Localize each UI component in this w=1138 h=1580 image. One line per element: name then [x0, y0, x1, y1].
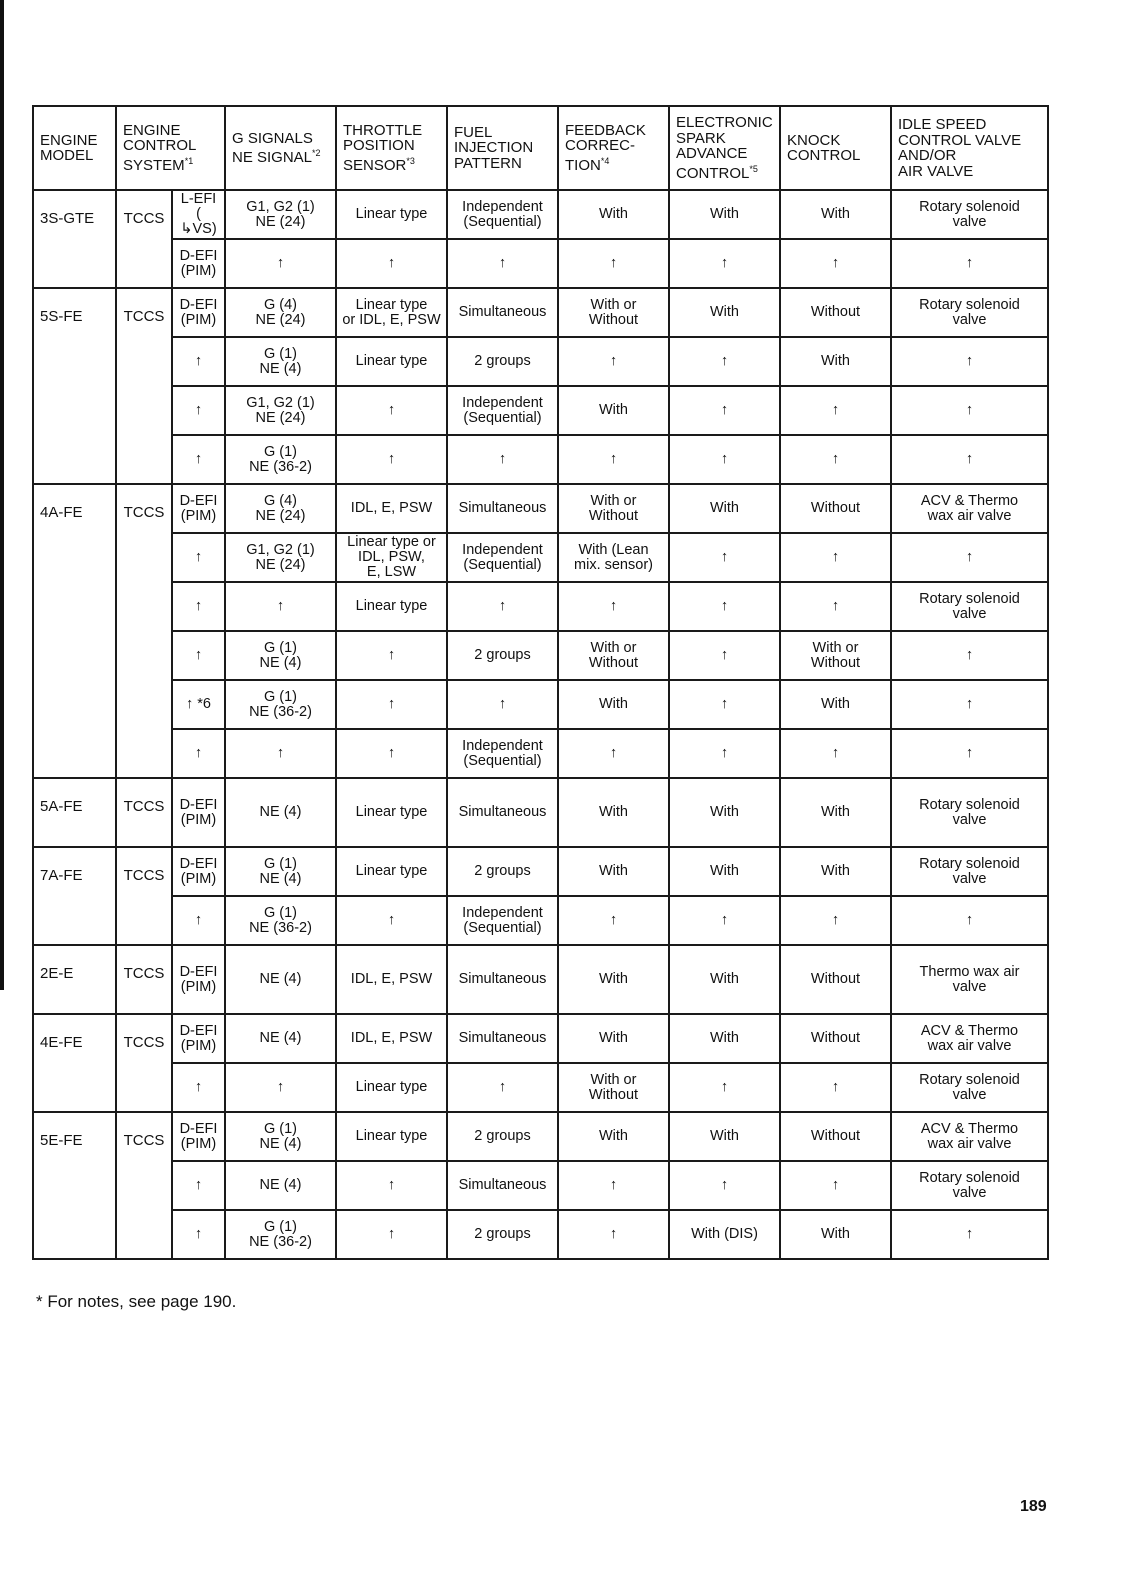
spark-advance-cell: With: [669, 847, 780, 896]
g-ne-signals-cell: G (1) NE (36-2): [225, 1210, 336, 1259]
sensing-method-cell: L-EFI ( ↳VS): [172, 190, 225, 239]
idle-speed-valve-cell: ↑: [891, 386, 1048, 435]
injection-pattern-cell: 2 groups: [447, 847, 558, 896]
feedback-correction-cell: With: [558, 386, 669, 435]
header-throttle-position-sensor: THROTTLE POSITION SENSOR$^{*3}$: [336, 106, 447, 190]
page-number: 189: [1020, 1498, 1047, 1515]
injection-pattern-cell: 2 groups: [447, 337, 558, 386]
g-ne-signals-cell: G (1) NE (36-2): [225, 896, 336, 945]
knock-control-cell: ↑: [780, 729, 891, 778]
table-row: [33, 533, 1048, 582]
sensing-method-cell: ↑: [172, 582, 225, 631]
header-engine-control-system: ENGINE CONTROL SYSTEM$^{*1}$: [116, 106, 225, 190]
feedback-correction-cell: With (Lean mix. sensor): [558, 533, 669, 582]
throttle-sensor-cell: Linear type or IDL, E, PSW: [336, 288, 447, 337]
injection-pattern-cell: Simultaneous: [447, 484, 558, 533]
spark-advance-cell: With: [669, 945, 780, 1014]
feedback-correction-cell: ↑: [558, 1210, 669, 1259]
table-row: [33, 729, 1048, 778]
feedback-correction-cell: With: [558, 847, 669, 896]
idle-speed-valve-cell: ↑: [891, 631, 1048, 680]
feedback-correction-cell: ↑: [558, 582, 669, 631]
idle-speed-valve-cell: Rotary solenoid valve: [891, 288, 1048, 337]
injection-pattern-cell: Simultaneous: [447, 945, 558, 1014]
feedback-correction-cell: ↑: [558, 337, 669, 386]
sensing-method-cell: ↑: [172, 386, 225, 435]
table-row: [33, 847, 1048, 896]
header-electronic-spark-advance: ELECTRONIC SPARK ADVANCE CONTROL$^{*5}$: [669, 106, 780, 190]
injection-pattern-cell: Simultaneous: [447, 1161, 558, 1210]
throttle-sensor-cell: Linear type: [336, 337, 447, 386]
idle-speed-valve-cell: ↑: [891, 533, 1048, 582]
sensing-method-cell: D-EFI (PIM): [172, 1112, 225, 1161]
g-ne-signals-cell: G (1) NE (36-2): [225, 680, 336, 729]
control-system-cell: TCCS: [116, 1112, 172, 1259]
control-system-cell: TCCS: [116, 945, 172, 1014]
idle-speed-valve-cell: ↑: [891, 680, 1048, 729]
sensing-method-cell: ↑: [172, 435, 225, 484]
idle-speed-valve-cell: ACV & Thermo wax air valve: [891, 1014, 1048, 1063]
spark-advance-cell: ↑: [669, 631, 780, 680]
g-ne-signals-cell: G (1) NE (4): [225, 847, 336, 896]
injection-pattern-cell: Simultaneous: [447, 288, 558, 337]
feedback-correction-cell: With: [558, 1014, 669, 1063]
table-row: [33, 484, 1048, 533]
knock-control-cell: ↑: [780, 896, 891, 945]
knock-control-cell: ↑: [780, 1161, 891, 1210]
spark-advance-cell: ↑: [669, 533, 780, 582]
sensing-method-cell: ↑: [172, 1210, 225, 1259]
sensing-method-cell: D-EFI (PIM): [172, 484, 225, 533]
knock-control-cell: With: [780, 847, 891, 896]
engine-model-cell: 5E-FE: [33, 1112, 116, 1259]
g-ne-signals-cell: G (1) NE (4): [225, 1112, 336, 1161]
sensing-method-cell: D-EFI (PIM): [172, 239, 225, 288]
control-system-cell: TCCS: [116, 1014, 172, 1112]
table-row: [33, 337, 1048, 386]
g-ne-signals-cell: G (4) NE (24): [225, 288, 336, 337]
idle-speed-valve-cell: ↑: [891, 337, 1048, 386]
throttle-sensor-cell: Linear type: [336, 778, 447, 847]
knock-control-cell: With or Without: [780, 631, 891, 680]
engine-model-cell: 5S-FE: [33, 288, 116, 484]
injection-pattern-cell: 2 groups: [447, 1112, 558, 1161]
table-row: [33, 288, 1048, 337]
sensing-method-cell: ↑: [172, 1161, 225, 1210]
control-system-cell: TCCS: [116, 190, 172, 288]
table-row: [33, 1063, 1048, 1112]
g-ne-signals-cell: NE (4): [225, 1014, 336, 1063]
sensing-method-cell: ↑: [172, 533, 225, 582]
engine-spec-table: [32, 105, 1049, 1260]
spark-advance-cell: ↑: [669, 239, 780, 288]
feedback-correction-cell: ↑: [558, 729, 669, 778]
injection-pattern-cell: Simultaneous: [447, 778, 558, 847]
sensing-method-cell: D-EFI (PIM): [172, 288, 225, 337]
table-row: [33, 1210, 1048, 1259]
throttle-sensor-cell: ↑: [336, 680, 447, 729]
throttle-sensor-cell: Linear type: [336, 1063, 447, 1112]
knock-control-cell: ↑: [780, 533, 891, 582]
spark-advance-cell: With: [669, 288, 780, 337]
feedback-correction-cell: ↑: [558, 239, 669, 288]
feedback-correction-cell: With or Without: [558, 484, 669, 533]
throttle-sensor-cell: ↑: [336, 435, 447, 484]
control-system-cell: TCCS: [116, 288, 172, 484]
header-g-signals: G SIGNALS NE SIGNAL$^{*2}$: [225, 106, 336, 190]
g-ne-signals-cell: ↑: [225, 582, 336, 631]
g-ne-signals-cell: NE (4): [225, 945, 336, 1014]
feedback-correction-cell: ↑: [558, 1161, 669, 1210]
engine-model-cell: 4A-FE: [33, 484, 116, 778]
spark-advance-cell: With: [669, 190, 780, 239]
feedback-correction-cell: With or Without: [558, 1063, 669, 1112]
throttle-sensor-cell: ↑: [336, 386, 447, 435]
feedback-correction-cell: With: [558, 680, 669, 729]
injection-pattern-cell: 2 groups: [447, 1210, 558, 1259]
feedback-correction-cell: With: [558, 1112, 669, 1161]
spark-advance-cell: ↑: [669, 1063, 780, 1112]
sensing-method-cell: ↑: [172, 1063, 225, 1112]
idle-speed-valve-cell: Rotary solenoid valve: [891, 582, 1048, 631]
sensing-method-cell: ↑: [172, 337, 225, 386]
spark-advance-cell: With (DIS): [669, 1210, 780, 1259]
sensing-method-cell: ↑: [172, 896, 225, 945]
g-ne-signals-cell: ↑: [225, 729, 336, 778]
injection-pattern-cell: Independent (Sequential): [447, 190, 558, 239]
sensing-method-cell: D-EFI (PIM): [172, 1014, 225, 1063]
knock-control-cell: Without: [780, 288, 891, 337]
spark-advance-cell: With: [669, 1112, 780, 1161]
g-ne-signals-cell: ↑: [225, 1063, 336, 1112]
throttle-sensor-cell: IDL, E, PSW: [336, 1014, 447, 1063]
control-system-cell: TCCS: [116, 847, 172, 945]
table-row: [33, 680, 1048, 729]
engine-model-cell: 3S-GTE: [33, 190, 116, 288]
g-ne-signals-cell: NE (4): [225, 778, 336, 847]
g-ne-signals-cell: G1, G2 (1) NE (24): [225, 386, 336, 435]
throttle-sensor-cell: ↑: [336, 1210, 447, 1259]
injection-pattern-cell: 2 groups: [447, 631, 558, 680]
injection-pattern-cell: Simultaneous: [447, 1014, 558, 1063]
header-engine-model: ENGINE MODEL: [33, 106, 116, 190]
spark-advance-cell: ↑: [669, 386, 780, 435]
header-row: [33, 106, 1048, 190]
idle-speed-valve-cell: ↑: [891, 435, 1048, 484]
injection-pattern-cell: ↑: [447, 1063, 558, 1112]
knock-control-cell: Without: [780, 945, 891, 1014]
injection-pattern-cell: ↑: [447, 239, 558, 288]
injection-pattern-cell: Independent (Sequential): [447, 729, 558, 778]
idle-speed-valve-cell: ↑: [891, 1210, 1048, 1259]
header-knock-control: KNOCK CONTROL: [780, 106, 891, 190]
g-ne-signals-cell: NE (4): [225, 1161, 336, 1210]
throttle-sensor-cell: ↑: [336, 1161, 447, 1210]
knock-control-cell: Without: [780, 1112, 891, 1161]
throttle-sensor-cell: ↑: [336, 239, 447, 288]
throttle-sensor-cell: Linear type: [336, 1112, 447, 1161]
control-system-cell: TCCS: [116, 484, 172, 778]
sensing-method-cell: ↑: [172, 729, 225, 778]
knock-control-cell: ↑: [780, 239, 891, 288]
throttle-sensor-cell: Linear type: [336, 847, 447, 896]
table-row: [33, 631, 1048, 680]
table-row: [33, 190, 1048, 239]
table-row: [33, 1014, 1048, 1063]
g-ne-signals-cell: ↑: [225, 239, 336, 288]
throttle-sensor-cell: Linear type: [336, 190, 447, 239]
idle-speed-valve-cell: Rotary solenoid valve: [891, 1161, 1048, 1210]
engine-model-cell: 5A-FE: [33, 778, 116, 847]
g-ne-signals-cell: G (1) NE (4): [225, 337, 336, 386]
idle-speed-valve-cell: Rotary solenoid valve: [891, 847, 1048, 896]
idle-speed-valve-cell: ↑: [891, 896, 1048, 945]
throttle-sensor-cell: Linear type: [336, 582, 447, 631]
feedback-correction-cell: With: [558, 778, 669, 847]
spark-advance-cell: ↑: [669, 896, 780, 945]
table-row: [33, 239, 1048, 288]
spark-advance-cell: With: [669, 484, 780, 533]
throttle-sensor-cell: ↑: [336, 631, 447, 680]
knock-control-cell: Without: [780, 484, 891, 533]
injection-pattern-cell: Independent (Sequential): [447, 533, 558, 582]
injection-pattern-cell: ↑: [447, 582, 558, 631]
sensing-method-cell: ↑: [172, 631, 225, 680]
spark-advance-cell: ↑: [669, 582, 780, 631]
table-row: [33, 386, 1048, 435]
spark-advance-cell: ↑: [669, 1161, 780, 1210]
feedback-correction-cell: With or Without: [558, 631, 669, 680]
g-ne-signals-cell: G (1) NE (4): [225, 631, 336, 680]
feedback-correction-cell: With or Without: [558, 288, 669, 337]
throttle-sensor-cell: Linear type or IDL, PSW, E, LSW: [336, 533, 447, 582]
table-row: [33, 896, 1048, 945]
g-ne-signals-cell: G (1) NE (36-2): [225, 435, 336, 484]
sensing-method-cell: D-EFI (PIM): [172, 945, 225, 1014]
throttle-sensor-cell: IDL, E, PSW: [336, 484, 447, 533]
table-row: [33, 1161, 1048, 1210]
engine-model-cell: 7A-FE: [33, 847, 116, 945]
knock-control-cell: ↑: [780, 386, 891, 435]
control-system-cell: TCCS: [116, 778, 172, 847]
knock-control-cell: With: [780, 680, 891, 729]
header-feedback-correction: FEEDBACK CORREC- TION$^{*4}$: [558, 106, 669, 190]
sensing-method-cell: ↑ *6: [172, 680, 225, 729]
knock-control-cell: With: [780, 190, 891, 239]
table-body: [33, 190, 1048, 1259]
spark-advance-cell: ↑: [669, 435, 780, 484]
sensing-method-cell: D-EFI (PIM): [172, 847, 225, 896]
knock-control-cell: With: [780, 778, 891, 847]
knock-control-cell: Without: [780, 1014, 891, 1063]
table-row: [33, 582, 1048, 631]
idle-speed-valve-cell: ACV & Thermo wax air valve: [891, 484, 1048, 533]
idle-speed-valve-cell: ACV & Thermo wax air valve: [891, 1112, 1048, 1161]
throttle-sensor-cell: ↑: [336, 729, 447, 778]
table-row: [33, 778, 1048, 847]
header-fuel-injection-pattern: FUEL INJECTION PATTERN: [447, 106, 558, 190]
injection-pattern-cell: Independent (Sequential): [447, 896, 558, 945]
spark-advance-cell: ↑: [669, 337, 780, 386]
idle-speed-valve-cell: ↑: [891, 239, 1048, 288]
g-ne-signals-cell: G (4) NE (24): [225, 484, 336, 533]
g-ne-signals-cell: G1, G2 (1) NE (24): [225, 190, 336, 239]
engine-model-cell: 2E-E: [33, 945, 116, 1014]
feedback-correction-cell: ↑: [558, 896, 669, 945]
table-row: [33, 1112, 1048, 1161]
feedback-correction-cell: ↑: [558, 435, 669, 484]
idle-speed-valve-cell: Rotary solenoid valve: [891, 1063, 1048, 1112]
spark-advance-cell: With: [669, 1014, 780, 1063]
header-idle-speed-control: IDLE SPEED CONTROL VALVE AND/OR AIR VALVE: [891, 106, 1048, 190]
knock-control-cell: ↑: [780, 435, 891, 484]
spark-advance-cell: ↑: [669, 729, 780, 778]
knock-control-cell: ↑: [780, 582, 891, 631]
binding-edge: [0, 0, 4, 990]
throttle-sensor-cell: IDL, E, PSW: [336, 945, 447, 1014]
idle-speed-valve-cell: Rotary solenoid valve: [891, 190, 1048, 239]
injection-pattern-cell: Independent (Sequential): [447, 386, 558, 435]
injection-pattern-cell: ↑: [447, 680, 558, 729]
throttle-sensor-cell: ↑: [336, 896, 447, 945]
idle-speed-valve-cell: ↑: [891, 729, 1048, 778]
feedback-correction-cell: With: [558, 190, 669, 239]
knock-control-cell: With: [780, 337, 891, 386]
idle-speed-valve-cell: Thermo wax air valve: [891, 945, 1048, 1014]
idle-speed-valve-cell: Rotary solenoid valve: [891, 778, 1048, 847]
feedback-correction-cell: With: [558, 945, 669, 1014]
spark-advance-cell: With: [669, 778, 780, 847]
sensing-method-cell: D-EFI (PIM): [172, 778, 225, 847]
table-row: [33, 945, 1048, 1014]
knock-control-cell: ↑: [780, 1063, 891, 1112]
engine-model-cell: 4E-FE: [33, 1014, 116, 1112]
g-ne-signals-cell: G1, G2 (1) NE (24): [225, 533, 336, 582]
knock-control-cell: With: [780, 1210, 891, 1259]
injection-pattern-cell: ↑: [447, 435, 558, 484]
spark-advance-cell: ↑: [669, 680, 780, 729]
table-row: [33, 435, 1048, 484]
footnote: * For notes, see page 190.: [36, 1292, 237, 1311]
